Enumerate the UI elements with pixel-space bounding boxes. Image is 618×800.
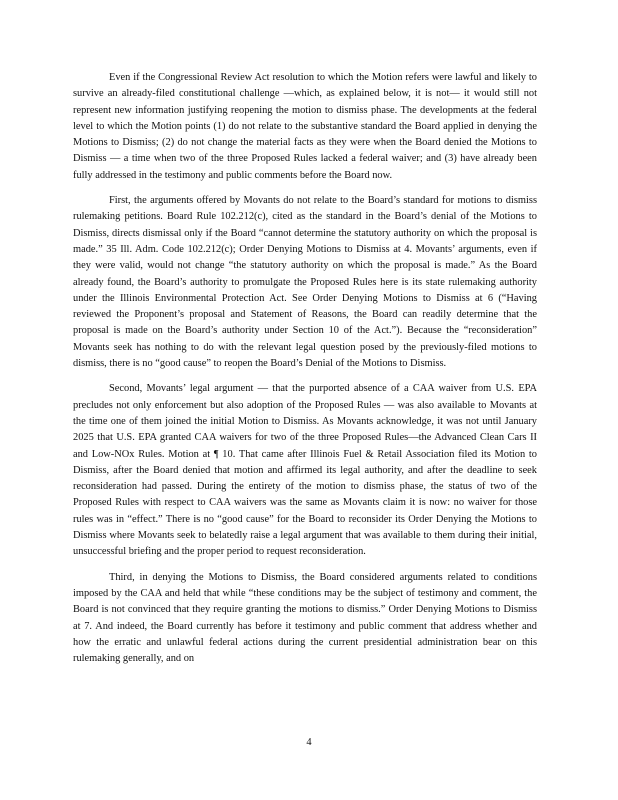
paragraph-4: Third, in denying the Motions to Dismiss, the Board considered arguments related to conditions imposed by the CAA and held that while “these conditions may be the subject of testimony and comment, the Board is not convinced that they require granting the motions to dismiss.” Order Denying Motions to Dismiss at 7. And indeed, the Board currently has before it testimony and public comment that address whether and how the erratic and unlawful federal actions during the current presidential administration bear on this rulemaking generally, and on	[73, 571, 537, 665]
page-number: 4	[306, 737, 312, 748]
document-body	[73, 70, 537, 676]
paragraph-1: Even if the Congressional Review Act resolution to which the Motion refers were lawful and likely to survive an already-filed constitutional challenge —which, as explained below, it is not— it would still not represent new information justifying reopening the motion to dismiss phase. The developments at the federal level to which the Motion points (1) do not relate to the substantive standard the Board applied in denying the Motions to Dismiss; (2) do not change the material facts as they were when the Board denied the Motions to Dismiss — a time when two of the three Proposed Rules lacked a federal waiver; and (3) have already been fully addressed in the testimony and public comments before the Board now.	[73, 72, 537, 181]
paragraph-3: Second, Movants’ legal argument — that the purported absence of a CAA waiver from U.S. EPA precludes not only enforcement but also adoption of the Proposed Rules — was also available to Movants at the time one of them joined the initial Motion to Dismiss. As Movants acknowledge, it was not until January 2025 that U.S. EPA granted CAA waivers for two of the three Proposed Rules—the Advanced Clean Cars II and Low-NOx Rules. Motion at ¶ 10. That came after Illinois Fuel & Retail Association filed its Motion to Dismiss, after the Board denied that motion and affirmed its legal authority, and after the deadline to seek reconsideration had passed. During the entirety of the motion to dismiss phase, the status of two of the Proposed Rules with respect to CAA waivers was the same as Movants claim it is now: no waiver for those rules was in “effect.” There is no “good cause” for the Board to reconsider its Order Denying the Motions to Dismiss where Movants seek to belatedly raise a legal argument that was available to them during their initial, unsuccessful briefing and the proper period to request reconsideration.	[73, 383, 537, 558]
paragraph-2: First, the arguments offered by Movants do not relate to the Board’s standard for motions to dismiss rulemaking petitions. Board Rule 102.212(c), cited as the standard in the Board’s denial of the Motions to Dismiss, directs dismissal only if the Board “cannot determine the statutory authority on which the proposal is made.” 35 Ill. Adm. Code 102.212(c); Order Denying Motions to Dismiss at 4. Movants’ arguments, even if they were valid, would not change “the statutory authority on which the proposal is made.” As the Board already found, the Board’s authority to promulgate the Proposed Rules here is its state rulemaking authority under the Illinois Environmental Protection Act. See Order Denying Motions to Dismiss at 6 (“Having reviewed the Proponent’s proposal and Statement of Reasons, the Board can readily determine that the proposal is made on the Board’s authority under Section 10 of the Act.”). Because the “reconsideration” Movants seek has nothing to do with the relevant legal question posed by the previously-filed motions to dismiss, there is no “good cause” to reopen the Board’s Denial of the Motions to Dismiss.	[73, 195, 537, 370]
